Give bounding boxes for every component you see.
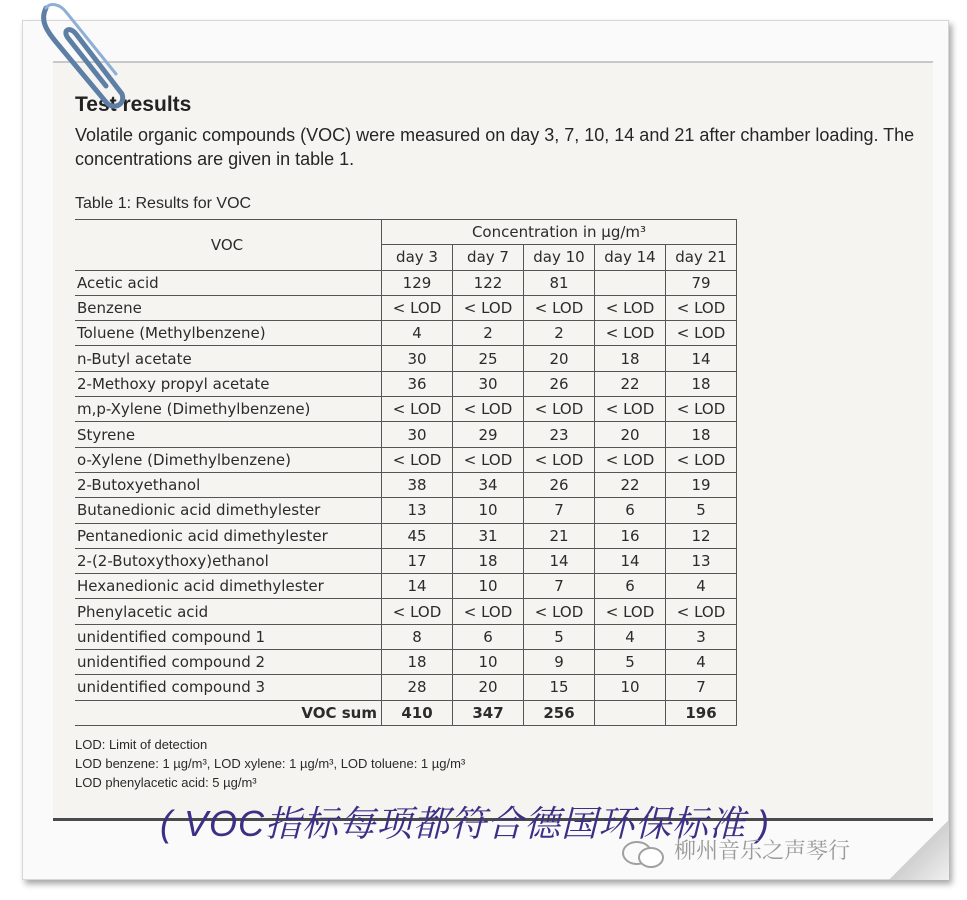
compound-name: o-Xylene (Dimethylbenzene) <box>75 447 382 472</box>
table-row <box>75 295 737 320</box>
concentration-cell: 38 <box>382 472 453 497</box>
concentration-cell: 21 <box>524 523 595 548</box>
concentration-cell: < LOD <box>595 295 666 320</box>
voc-column-header: VOC <box>75 220 382 271</box>
concentration-cell: 122 <box>453 270 524 295</box>
table-row <box>75 321 737 346</box>
concentration-cell: < LOD <box>524 599 595 624</box>
concentration-cell: < LOD <box>666 447 737 472</box>
concentration-cell: 5 <box>666 498 737 523</box>
table-row <box>75 447 737 472</box>
table-notes <box>75 735 465 792</box>
concentration-cell: 4 <box>666 574 737 599</box>
day-header: day 14 <box>595 245 666 270</box>
compound-name: 2-Butoxyethanol <box>75 472 382 497</box>
concentration-cell: 25 <box>453 346 524 371</box>
concentration-cell: 9 <box>524 650 595 675</box>
table-row <box>75 650 737 675</box>
voc-sum-cell: 347 <box>453 700 524 725</box>
concentration-cell: 22 <box>595 472 666 497</box>
compound-name: Acetic acid <box>75 270 382 295</box>
concentration-cell: 2 <box>524 321 595 346</box>
table-row <box>75 523 737 548</box>
concentration-cell: 26 <box>524 472 595 497</box>
concentration-cell: < LOD <box>595 397 666 422</box>
concentration-cell: 2 <box>453 321 524 346</box>
concentration-cell: 20 <box>524 346 595 371</box>
voc-sum-cell: 196 <box>666 700 737 725</box>
concentration-cell: 5 <box>524 624 595 649</box>
voc-sum-label: VOC sum <box>75 700 382 725</box>
concentration-cell: 30 <box>453 371 524 396</box>
voc-sum-cell: 256 <box>524 700 595 725</box>
concentration-cell: < LOD <box>382 397 453 422</box>
concentration-cell: 8 <box>382 624 453 649</box>
chinese-caption: ( VOC指标每项都符合德国环保标准 ) <box>160 803 770 844</box>
concentration-cell: 18 <box>666 422 737 447</box>
compound-name: Pentanedionic acid dimethylester <box>75 523 382 548</box>
concentration-cell: 10 <box>595 675 666 700</box>
table-row <box>75 548 737 573</box>
table-row <box>75 675 737 700</box>
compound-name: Styrene <box>75 422 382 447</box>
concentration-cell: 7 <box>666 675 737 700</box>
concentration-cell: 45 <box>382 523 453 548</box>
concentration-cell: 10 <box>453 498 524 523</box>
concentration-cell: 26 <box>524 371 595 396</box>
concentration-cell: 4 <box>382 321 453 346</box>
concentration-cell: 7 <box>524 498 595 523</box>
compound-name: Toluene (Methylbenzene) <box>75 321 382 346</box>
concentration-cell: 18 <box>595 346 666 371</box>
concentration-cell: 7 <box>524 574 595 599</box>
concentration-cell: < LOD <box>382 447 453 472</box>
compound-name: unidentified compound 1 <box>75 624 382 649</box>
concentration-cell: 10 <box>453 574 524 599</box>
voc-results-table <box>75 219 737 726</box>
compound-name: Benzene <box>75 295 382 320</box>
voc-sum-row <box>75 700 737 725</box>
document-heading: Test results <box>75 93 192 116</box>
concentration-cell: < LOD <box>666 321 737 346</box>
table-row <box>75 270 737 295</box>
compound-name: unidentified compound 3 <box>75 675 382 700</box>
concentration-cell: 19 <box>666 472 737 497</box>
concentration-cell: 13 <box>382 498 453 523</box>
concentration-cell: 30 <box>382 422 453 447</box>
concentration-cell: 129 <box>382 270 453 295</box>
concentration-cell: 5 <box>595 650 666 675</box>
document-intro: Volatile organic compounds (VOC) were measured on day 3, 7, 10, 14 and 21 after chamber loading. The concentrations are given in table 1. <box>75 125 915 169</box>
concentration-cell: 79 <box>666 270 737 295</box>
table-row <box>75 498 737 523</box>
concentration-cell: 4 <box>595 624 666 649</box>
compound-name: n-Butyl acetate <box>75 346 382 371</box>
concentration-cell: < LOD <box>453 397 524 422</box>
note-line: LOD phenylacetic acid: 5 µg/m³ <box>75 775 257 790</box>
concentration-cell: 30 <box>382 346 453 371</box>
concentration-cell: 15 <box>524 675 595 700</box>
table-row <box>75 574 737 599</box>
compound-name: 2-(2-Butoxythoxy)ethanol <box>75 548 382 573</box>
concentration-cell: 81 <box>524 270 595 295</box>
concentration-cell: < LOD <box>453 447 524 472</box>
concentration-cell: 36 <box>382 371 453 396</box>
note-line: LOD: Limit of detection <box>75 737 208 752</box>
concentration-cell: < LOD <box>595 599 666 624</box>
concentration-cell: < LOD <box>382 599 453 624</box>
concentration-cell: 29 <box>453 422 524 447</box>
compound-name: 2-Methoxy propyl acetate <box>75 371 382 396</box>
voc-sum-cell: 410 <box>382 700 453 725</box>
table-row <box>75 346 737 371</box>
table-row <box>75 371 737 396</box>
compound-name: Butanedionic acid dimethylester <box>75 498 382 523</box>
concentration-cell: < LOD <box>453 599 524 624</box>
concentration-cell: < LOD <box>524 397 595 422</box>
compound-name: Phenylacetic acid <box>75 599 382 624</box>
note-line: LOD benzene: 1 µg/m³, LOD xylene: 1 µg/m³, LOD toluene: 1 µg/m³ <box>75 756 466 771</box>
day-header: day 7 <box>453 245 524 270</box>
photo-frame <box>22 20 949 880</box>
concentration-cell: 10 <box>453 650 524 675</box>
scanned-document <box>53 61 933 821</box>
concentration-cell: 14 <box>595 548 666 573</box>
concentration-cell: 16 <box>595 523 666 548</box>
compound-name: unidentified compound 2 <box>75 650 382 675</box>
table-row <box>75 472 737 497</box>
day-header: day 3 <box>382 245 453 270</box>
page-curl <box>889 820 949 880</box>
concentration-header: Concentration in µg/m³ <box>382 220 737 245</box>
table-row <box>75 599 737 624</box>
concentration-cell: < LOD <box>524 447 595 472</box>
concentration-cell: < LOD <box>666 397 737 422</box>
compound-name: Hexanedionic acid dimethylester <box>75 574 382 599</box>
concentration-cell: < LOD <box>666 599 737 624</box>
concentration-cell: 14 <box>666 346 737 371</box>
wechat-icon <box>622 837 666 867</box>
concentration-cell: 12 <box>666 523 737 548</box>
concentration-cell: 6 <box>453 624 524 649</box>
concentration-cell: 18 <box>666 371 737 396</box>
concentration-cell: 6 <box>595 574 666 599</box>
table-row <box>75 624 737 649</box>
concentration-cell: < LOD <box>453 295 524 320</box>
concentration-cell: < LOD <box>595 321 666 346</box>
wechat-watermark <box>622 834 850 867</box>
concentration-cell: 13 <box>666 548 737 573</box>
concentration-cell: < LOD <box>524 295 595 320</box>
concentration-cell: 6 <box>595 498 666 523</box>
day-header: day 21 <box>666 245 737 270</box>
concentration-cell: 14 <box>382 574 453 599</box>
concentration-cell: < LOD <box>595 447 666 472</box>
table-row <box>75 397 737 422</box>
paperclip-icon <box>36 0 136 110</box>
concentration-cell: 4 <box>666 650 737 675</box>
table-row <box>75 422 737 447</box>
concentration-cell: 34 <box>453 472 524 497</box>
concentration-cell: 22 <box>595 371 666 396</box>
day-header: day 10 <box>524 245 595 270</box>
concentration-cell: 3 <box>666 624 737 649</box>
table-caption: Table 1: Results for VOC <box>75 195 252 212</box>
concentration-cell <box>595 270 666 295</box>
table-header-row <box>75 220 737 245</box>
concentration-cell: 23 <box>524 422 595 447</box>
concentration-cell: 14 <box>524 548 595 573</box>
watermark-text: 柳州音乐之声琴行 <box>674 838 851 863</box>
concentration-cell: < LOD <box>382 295 453 320</box>
compound-name: m,p-Xylene (Dimethylbenzene) <box>75 397 382 422</box>
concentration-cell: 20 <box>595 422 666 447</box>
concentration-cell: 17 <box>382 548 453 573</box>
concentration-cell: < LOD <box>666 295 737 320</box>
concentration-cell: 18 <box>382 650 453 675</box>
concentration-cell: 20 <box>453 675 524 700</box>
voc-sum-cell <box>595 700 666 725</box>
concentration-cell: 31 <box>453 523 524 548</box>
concentration-cell: 28 <box>382 675 453 700</box>
concentration-cell: 18 <box>453 548 524 573</box>
